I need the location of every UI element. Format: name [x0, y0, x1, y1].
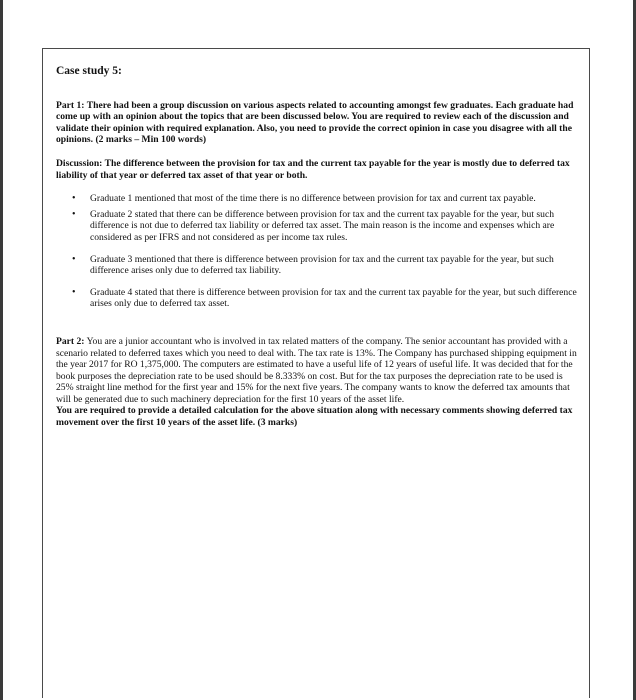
part2-text: You are a junior accountant who is involved in tax related matters of the company. The senior accountant has provided with a scenario related to deferred taxes which you need to deal with. The tax rate is 13%. The Company has purchased shipping equipment in the year 2017 for RO 1,375,000. The computers are estimated to have a useful life of 12 years of useful life. It was decided that for the book purposes the depreciation rate to be used should be 8.333% on cost. But for the tax purposes the depreciation rate to be used is 25% straight line method for the first year and 15% for the next five years. The company wants to know the deferred tax amounts that will be generated due to such machinery depreciation for the first 10 years of the asset life.	[56, 335, 577, 405]
list-item	[56, 287, 581, 310]
left-edge-border	[0, 0, 3, 700]
bullet-icon: •	[72, 208, 76, 220]
discussion-statement: Discussion: The difference between the provision for tax and the current tax payable for the year is mostly due to deferred tax liability of that year or deferred tax asset of that year or both.	[56, 157, 570, 181]
bullet-icon: •	[72, 286, 76, 298]
document-content	[56, 66, 581, 429]
graduate-3-opinion: Graduate 3 mentioned that there is difference between provision for tax and the current tax payable for the year, but such difference arises only due to deferred tax liability.	[90, 253, 554, 277]
list-item	[56, 193, 581, 205]
list-item	[56, 254, 581, 277]
part2-task: You are required to provide a detailed calculation for the above situation along with necessary comments showing deferred tax movement over the first 10 years of the asset life. (3 marks)	[56, 405, 573, 429]
graduate-4-opinion: Graduate 4 stated that there is difference between provision for tax and the current tax payable for the year, but such difference arises only due to deferred tax asset.	[90, 286, 577, 310]
graduate-opinions-list	[56, 193, 581, 310]
part2-scenario	[56, 336, 581, 406]
bullet-icon: •	[72, 193, 76, 205]
part1-label: Part 1:	[56, 99, 85, 111]
graduate-1-opinion: Graduate 1 mentioned that most of the time there is no difference between provision for tax and current tax payable.	[90, 193, 536, 205]
list-item	[56, 209, 581, 244]
part1-instructions	[56, 100, 581, 146]
case-study-title: Case study 5:	[56, 65, 122, 77]
part2-label: Part 2:	[56, 335, 85, 347]
graduate-2-opinion: Graduate 2 stated that there can be difference between provision for tax and the current tax payable for the year, but such difference is not due to deferred tax liability or deferred tax asset. The main reason is the income and expenses which are considered as per IFRS and not considered as per income tax rules.	[90, 208, 555, 243]
bullet-icon: •	[72, 253, 76, 265]
part1-text: There had been a group discussion on various aspects related to accounting amongst few graduates. Each graduate had come up with an opinion about the topics that are been discussed below. You are required to review each of the discussion and validate their opinion with required explanation. Also, you need to provide the correct opinion in case you disagree with all the opinions. (2 marks – Min 100 words)	[56, 99, 574, 146]
